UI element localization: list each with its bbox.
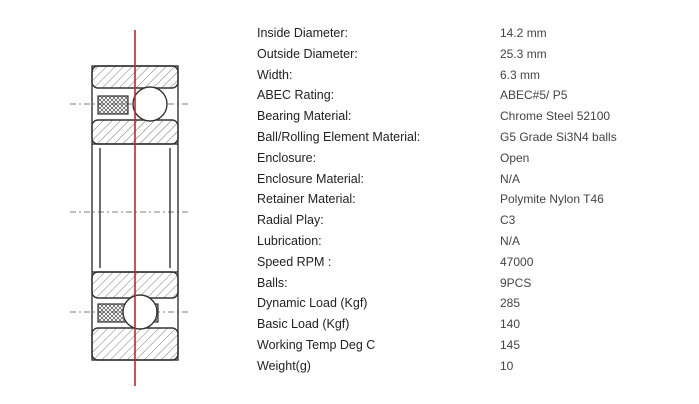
spec-value: N/A [500, 171, 521, 186]
specification-table [257, 23, 677, 377]
spec-label: ABEC Rating: [257, 88, 335, 103]
spec-row-ball-material [257, 127, 677, 148]
spec-row-radial-play [257, 210, 677, 231]
spec-value: 285 [500, 296, 521, 311]
spec-value: 10 [500, 358, 514, 373]
spec-label: Enclosure: [257, 150, 317, 165]
spec-value: Open [500, 150, 530, 165]
spec-value: 14.2 mm [500, 26, 547, 40]
spec-label: Width: [257, 67, 293, 82]
spec-row-bearing-material [257, 106, 677, 127]
spec-value: N/A [500, 233, 521, 248]
spec-row-lubrication [257, 231, 677, 252]
spec-value: G5 Grade Si3N4 balls [500, 129, 617, 144]
spec-value: 6.3 mm [500, 67, 541, 82]
spec-row-working-temp [257, 335, 677, 356]
spec-label: Inside Diameter: [257, 26, 349, 40]
spec-value: 145 [500, 337, 521, 352]
spec-label: Working Temp Deg C [257, 337, 376, 352]
spec-row-enclosure-material [257, 169, 677, 190]
spec-label: Lubrication: [257, 233, 322, 248]
spec-row-speed-rpm [257, 252, 677, 273]
spec-row-balls [257, 273, 677, 294]
spec-value: 47000 [500, 254, 534, 269]
spec-row-basic-load [257, 314, 677, 335]
spec-row-enclosure [257, 148, 677, 169]
spec-value: ABEC#5/ P5 [500, 88, 568, 103]
spec-row-weight [257, 356, 677, 377]
spec-row-outside-diameter [257, 44, 677, 65]
spec-row-retainer-material [257, 189, 677, 210]
spec-label: Radial Play: [257, 213, 324, 228]
spec-value: Polymite Nylon T46 [500, 192, 604, 207]
spec-label: Enclosure Material: [257, 171, 364, 186]
spec-value: Chrome Steel 52100 [500, 109, 611, 124]
spec-row-width [257, 65, 677, 86]
spec-value: 9PCS [500, 275, 532, 290]
spec-label: Basic Load (Kgf) [257, 317, 350, 332]
bearing-cross-section-drawing [60, 28, 200, 388]
spec-row-dynamic-load [257, 293, 677, 314]
spec-label: Speed RPM : [257, 254, 332, 269]
spec-value: C3 [500, 213, 516, 228]
spec-value: 140 [500, 317, 521, 332]
spec-label: Balls: [257, 275, 288, 290]
spec-row-abec-rating [257, 85, 677, 106]
spec-value: 25.3 mm [500, 46, 547, 61]
spec-label: Retainer Material: [257, 192, 356, 207]
spec-label: Bearing Material: [257, 109, 352, 124]
spec-label: Weight(g) [257, 358, 311, 373]
spec-label: Ball/Rolling Element Material: [257, 129, 421, 144]
spec-label: Dynamic Load (Kgf) [257, 296, 368, 311]
spec-label: Outside Diameter: [257, 46, 358, 61]
spec-row-inside-diameter [257, 23, 677, 44]
